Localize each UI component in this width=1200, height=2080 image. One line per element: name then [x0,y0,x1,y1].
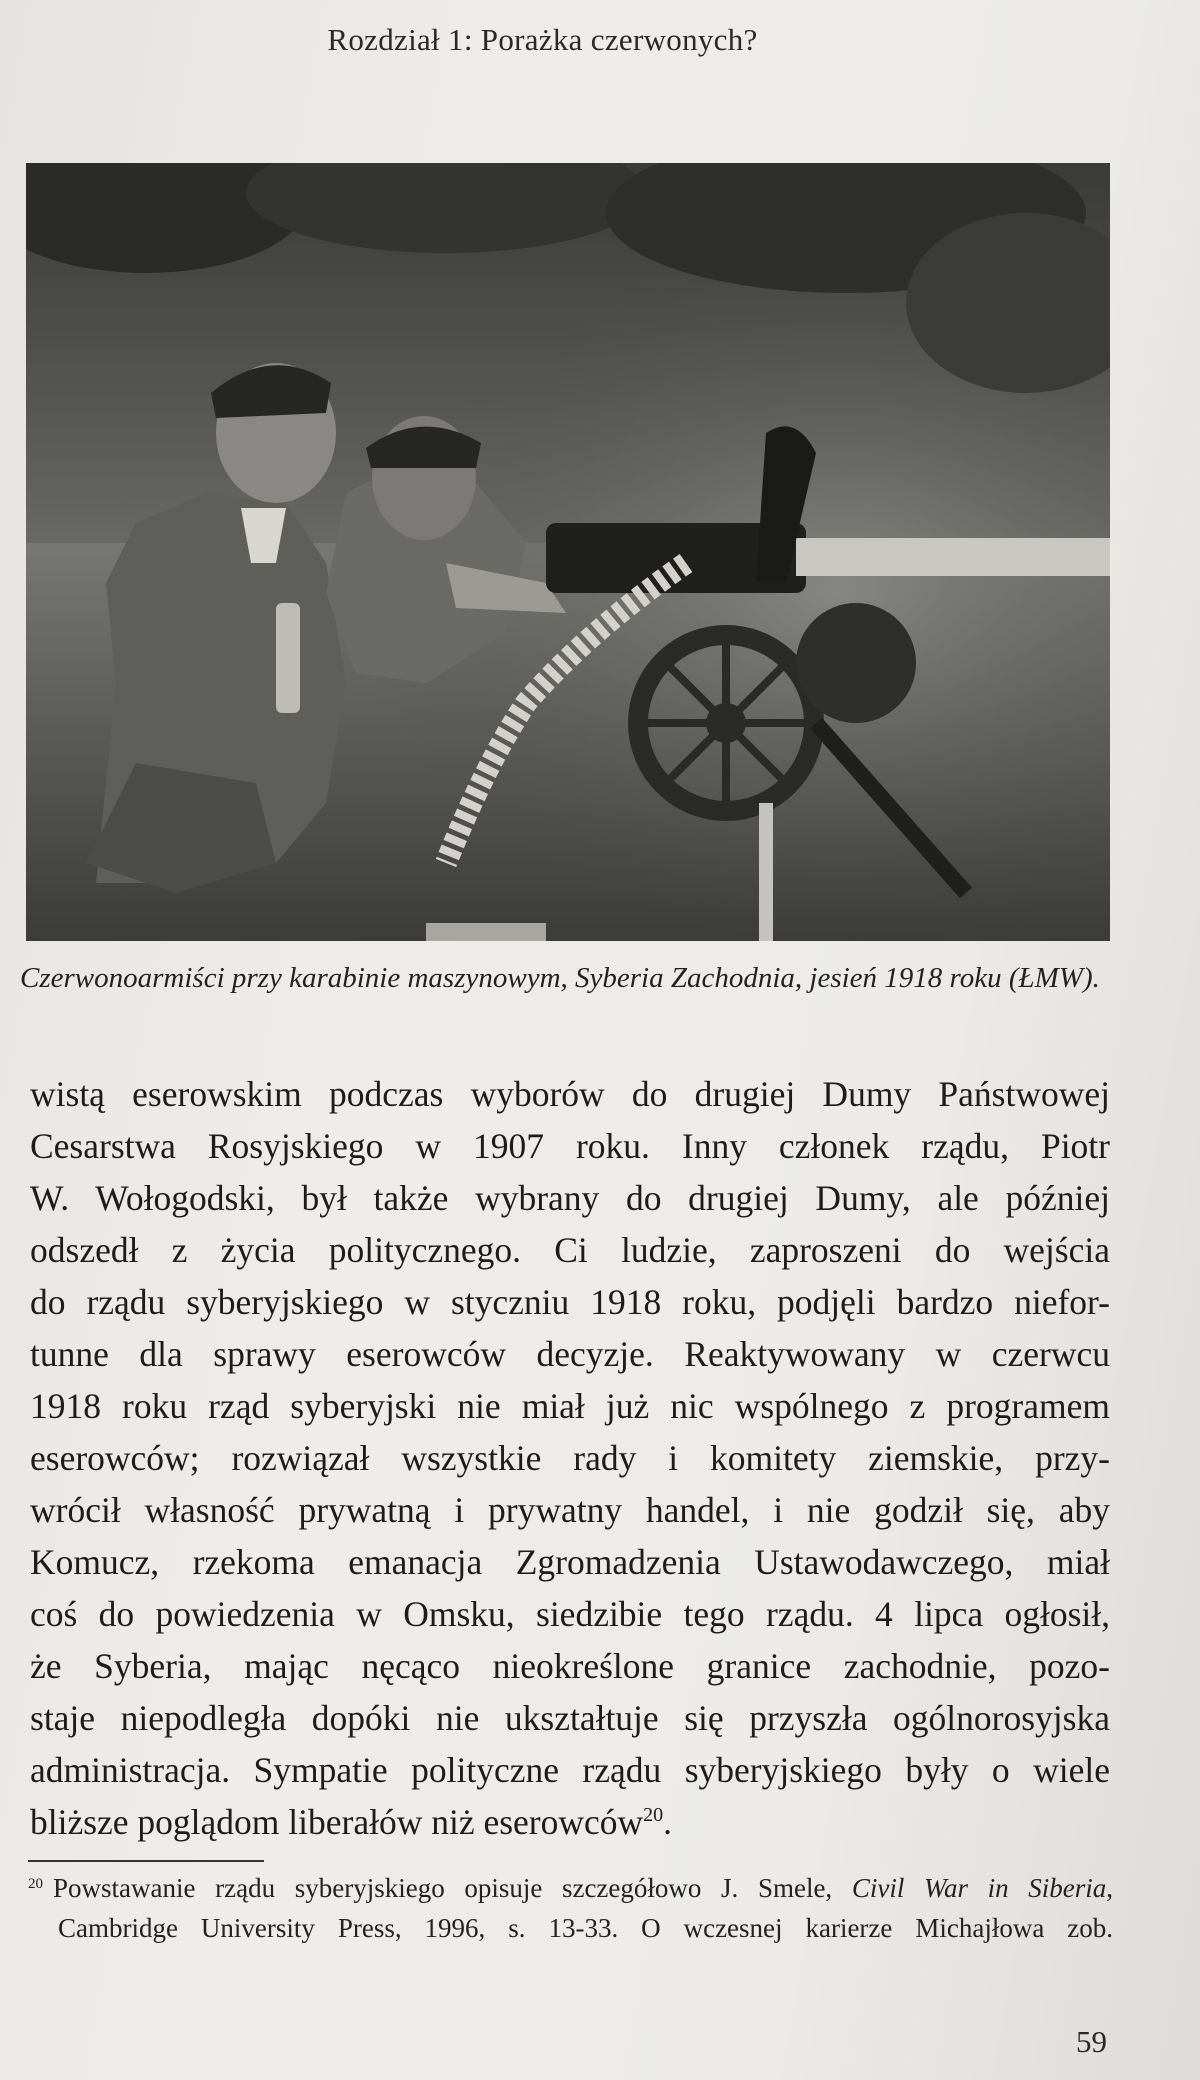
body-line: że Syberia, mając nęcąco nieokreślone granice zachodnie, pozo- [30,1646,1110,1686]
body-line: tunne dla sprawy eserowców decyzje. Reaktywowany w czerwcu [30,1334,1110,1374]
body-line: odszedł z życia politycznego. Ci ludzie, zaproszeni do wejścia [30,1230,1110,1270]
figure-caption: Czerwonoarmiści przy karabinie maszynowym, Syberia Zachodnia, jesień 1918 roku (ŁMW). [20,962,1100,994]
photo-illustration [26,163,1110,941]
body-line: staje niepodległa dopóki nie ukształtuje się przyszła ogólnorosyjska [30,1698,1110,1738]
body-line: 1918 roku rząd syberyjski nie miał już nic wspólnego z programem [30,1386,1110,1426]
body-line: W. Wołogodski, był także wybrany do drugiej Dumy, ale później [30,1178,1110,1218]
footnote-comma: , [1106,1873,1114,1903]
body-line: coś do powiedzenia w Omsku, siedzibie tego rządu. 4 lipca ogłosił, [30,1594,1110,1634]
footnote [28,1868,1113,1948]
body-line: Komucz, rzekoma emanacja Zgromadzenia Ustawodawczego, miał [30,1542,1110,1582]
page-number: 59 [1076,2024,1107,2059]
final-period: . [663,1802,673,1842]
running-head: Rozdział 1: Porażka czerwonych? [327,22,758,57]
footnote-line-2: Cambridge University Press, 1996, s. 13-33. O wczesnej karierze Michajłowa zob. [58,1913,1113,1943]
footnote-book-title: Civil War in Siberia [851,1873,1107,1903]
body-line: administracja. Sympatie polityczne rządu syberyjskiego były o wiele [30,1750,1110,1790]
body-line-last [30,1796,1110,1848]
body-paragraph [30,1068,1110,1848]
footnote-reference[interactable]: 20 [643,1804,664,1827]
body-line: wistą eserowskim podczas wyborów do drugiej Dumy Państwowej [30,1074,1110,1114]
body-line: Cesarstwa Rosyjskiego w 1907 roku. Inny członek rządu, Piotr [30,1126,1110,1166]
body-line-last-text: bliższe poglądom liberałów niż eserowców [30,1802,644,1842]
body-line: do rządu syberyjskiego w styczniu 1918 roku, podjęli bardzo niefor- [30,1282,1110,1322]
footnote-rule [28,1860,264,1862]
footnote-number: 20 [28,1876,43,1892]
historical-photo [26,163,1110,941]
footnote-text-start: Powstawanie rządu syberyjskiego opisuje szczegółowo J. Smele, [53,1873,852,1903]
body-line: wrócił własność prywatną i prywatny handel, i nie godził się, aby [30,1490,1110,1530]
body-line: eserowców; rozwiązał wszystkie rady i komitety ziemskie, przy- [30,1438,1110,1478]
footnote-line-1 [28,1868,1113,1908]
